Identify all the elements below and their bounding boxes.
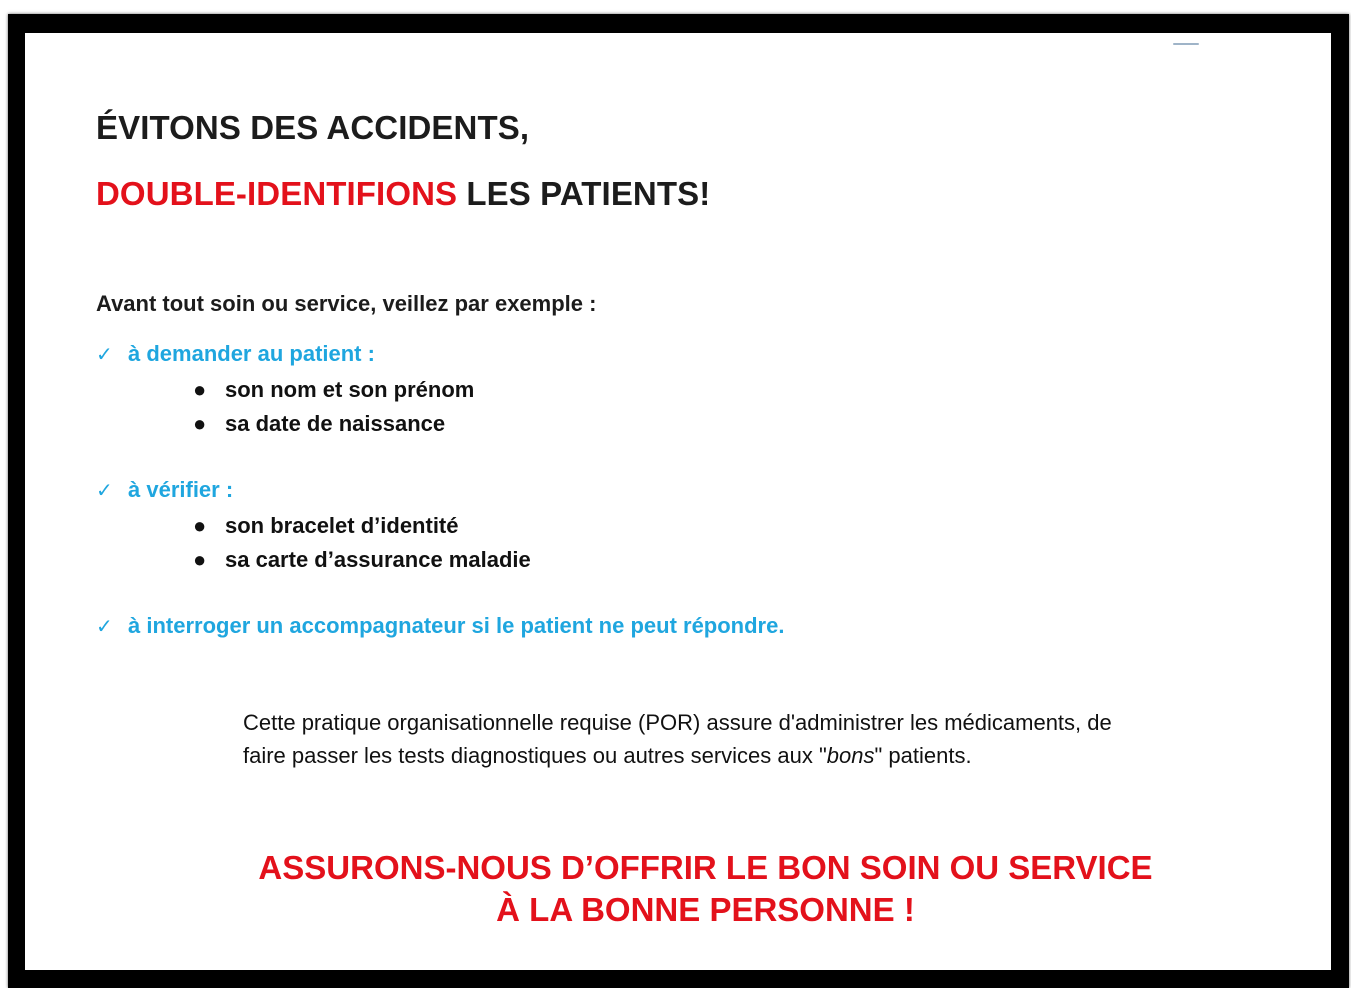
bullet-item bbox=[193, 513, 459, 539]
check-item-companion bbox=[96, 613, 784, 639]
bullet-item-label: son bracelet d’identité bbox=[225, 513, 459, 538]
note-text-end: " patients. bbox=[874, 743, 972, 768]
check-item-label: à interroger un accompagnateur si le patient ne peut répondre. bbox=[128, 613, 785, 638]
check-icon: ✓ bbox=[96, 344, 113, 366]
note-emphasis: bons bbox=[826, 743, 875, 768]
document-page bbox=[25, 33, 1331, 970]
intro-text: Avant tout soin ou service, veillez par exemple : bbox=[96, 291, 597, 316]
bullet-item-label: son nom et son prénom bbox=[225, 377, 475, 402]
slogan-line-2: À LA BONNE PERSONNE ! bbox=[496, 891, 915, 928]
check-icon: ✓ bbox=[96, 480, 113, 502]
heading-line-1: ÉVITONS DES ACCIDENTS, bbox=[96, 109, 530, 146]
check-item-ask-patient bbox=[96, 341, 375, 367]
slogan bbox=[25, 847, 1331, 931]
bullet-item bbox=[193, 547, 531, 573]
bullet-icon: ● bbox=[193, 513, 207, 538]
heading-highlight: DOUBLE-IDENTIFIONS bbox=[96, 175, 458, 212]
bullet-item bbox=[193, 377, 474, 403]
bullet-item bbox=[193, 411, 445, 437]
slogan-line-1: ASSURONS-NOUS D’OFFRIR LE BON SOIN OU SERVICE bbox=[258, 849, 1153, 886]
check-item-label: à demander au patient : bbox=[128, 341, 375, 366]
por-note bbox=[243, 706, 1123, 772]
bullet-icon: ● bbox=[193, 377, 207, 402]
bullet-icon: ● bbox=[193, 547, 207, 572]
bullet-item-label: sa carte d’assurance maladie bbox=[225, 547, 531, 572]
bullet-icon: ● bbox=[193, 411, 207, 436]
check-item-verify bbox=[96, 477, 233, 503]
heading-rest: LES PATIENTS! bbox=[457, 175, 711, 212]
check-icon: ✓ bbox=[96, 616, 113, 638]
check-item-label: à vérifier : bbox=[128, 477, 234, 502]
note-text: Cette pratique organisationnelle requise (POR) assure d'administrer les médicaments, de faire passer les tests diagnostiques ou autres services aux " bbox=[243, 710, 1112, 768]
corner-mark bbox=[1173, 43, 1199, 45]
bullet-item-label: sa date de naissance bbox=[225, 411, 446, 436]
heading-line-2 bbox=[96, 175, 710, 213]
